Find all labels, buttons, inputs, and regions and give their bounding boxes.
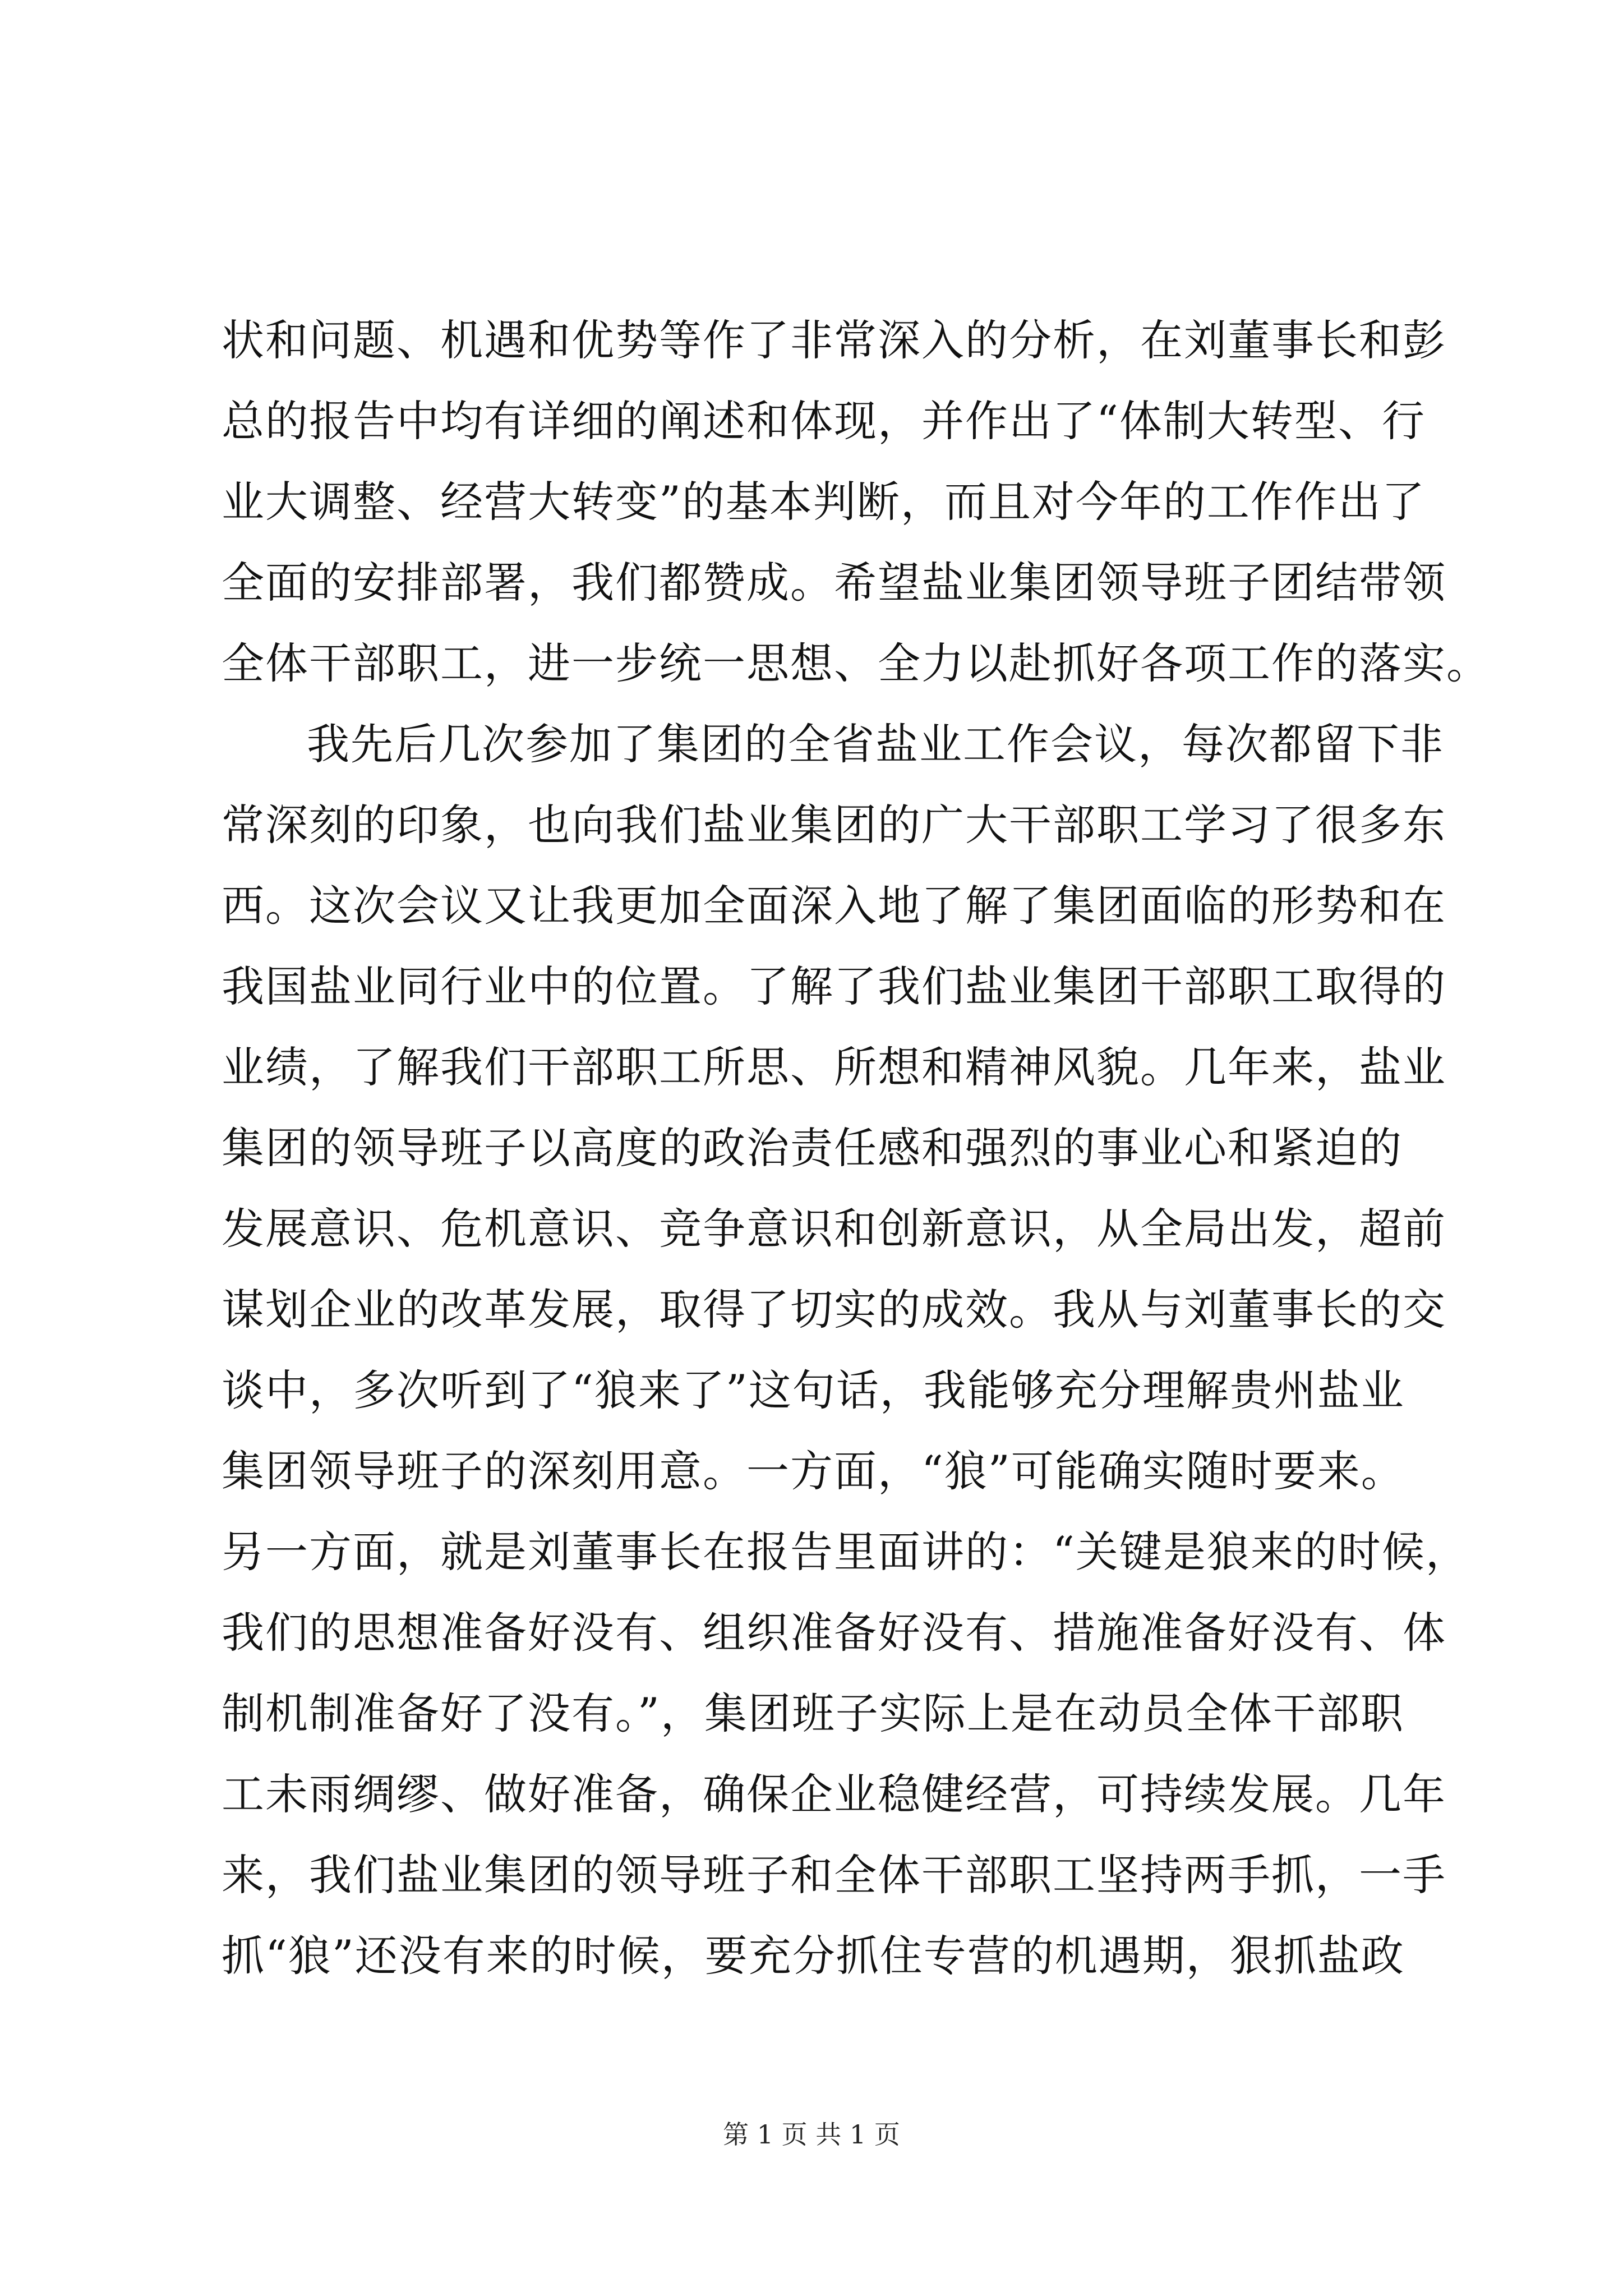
text-line: 全体干部职工，进一步统一思想、全力以赴抓好各项工作的落实。 xyxy=(222,638,1490,688)
text-line: 来，我们盐业集团的领导班子和全体干部职工坚持两手抓，一手 xyxy=(222,1850,1446,1900)
text-line: 业大调整、经营大转变”的基本判断，而且对今年的工作作出了 xyxy=(222,477,1426,527)
text-line: 谋划企业的改革发展，取得了切实的成效。我从与刘董事长的交 xyxy=(222,1285,1446,1335)
text-line: 谈中，多次听到了“狼来了”这句话，我能够充分理解贵州盐业 xyxy=(222,1365,1405,1415)
text-line: 我国盐业同行业中的位置。了解了我们盐业集团干部职工取得的 xyxy=(222,961,1446,1011)
text-line: 我们的思想准备好没有、组织准备好没有、措施准备好没有、体 xyxy=(222,1608,1446,1658)
text-line: 状和问题、机遇和优势等作了非常深入的分析，在刘董事长和彭 xyxy=(222,315,1446,365)
text-line: 另一方面，就是刘董事长在报告里面讲的：“关键是狼来的时候， xyxy=(222,1527,1469,1577)
paragraph-first-line: 我先后几次参加了集团的全省盐业工作会议，每次都留下非 xyxy=(307,719,1444,769)
text-line: 集团领导班子的深刻用意。一方面，“狼”可能确实随时要来。 xyxy=(222,1446,1405,1496)
text-line: 常深刻的印象，也向我们盐业集团的广大干部职工学习了很多东 xyxy=(222,800,1446,850)
text-line: 业绩，了解我们干部职工所思、所想和精神风貌。几年来，盐业 xyxy=(222,1042,1446,1092)
page-footer: 第 1 页 共 1 页 xyxy=(723,2119,900,2150)
text-line: 全面的安排部署，我们都赞成。希望盐业集团领导班子团结带领 xyxy=(222,558,1446,608)
text-line: 总的报告中均有详细的阐述和体现，并作出了“体制大转型、行 xyxy=(222,396,1426,446)
text-line: 发展意识、危机意识、竞争意识和创新意识，从全局出发，超前 xyxy=(222,1204,1446,1254)
text-line: 抓“狼”还没有来的时候，要充分抓住专营的机遇期，狠抓盐政 xyxy=(222,1931,1405,1981)
text-line: 集团的领导班子以高度的政治责任感和强烈的事业心和紧迫的 xyxy=(222,1123,1403,1173)
text-line: 工未雨绸缪、做好准备，确保企业稳健经营，可持续发展。几年 xyxy=(222,1769,1446,1819)
text-line: 制机制准备好了没有。”，集团班子实际上是在动员全体干部职 xyxy=(222,1688,1404,1738)
body-text xyxy=(222,300,1490,1996)
text-line: 西。这次会议又让我更加全面深入地了解了集团面临的形势和在 xyxy=(222,881,1446,931)
